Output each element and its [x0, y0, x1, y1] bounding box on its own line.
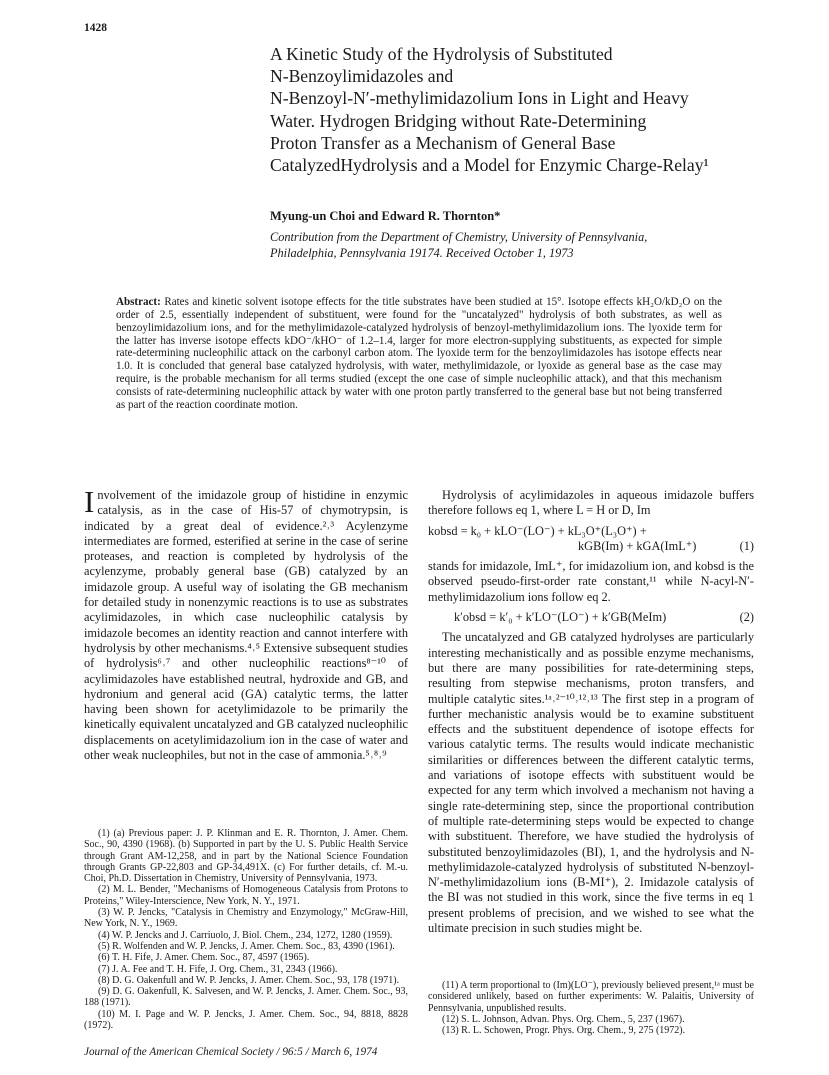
paragraph: Hydrolysis of acylimidazoles in aqueous imidazole buffers therefore follows eq 1, where L = H or D, Im [428, 488, 754, 518]
footnote: (6) T. H. Fife, J. Amer. Chem. Soc., 87, 4597 (1965). [98, 952, 310, 964]
footnote: (11) A term proportional to (Im)(LO⁻), previously believed present,¹ᵃ must be considered unlikely, based on further experiments: W. Palaitis, University of Pennsylvania, unpublished results. [428, 980, 754, 1014]
footnote: (5) R. Wolfenden and W. P. Jencks, J. Amer. Chem. Soc., 83, 4390 (1961). [98, 940, 395, 952]
footnote: (9) D. G. Oakenfull, K. Salvesen, and W. P. Jencks, J. Amer. Chem. Soc., 93, 188 (1971). [84, 986, 408, 1009]
footnote: (13) R. L. Schowen, Progr. Phys. Org. Chem., 9, 275 (1972). [442, 1025, 686, 1037]
left-column-body [84, 484, 408, 763]
drop-cap: I [84, 484, 95, 519]
page-number: 1428 [84, 22, 107, 34]
equation-number: (2) [739, 610, 754, 625]
abstract [116, 296, 722, 412]
article-title [270, 43, 800, 176]
journal-footer: Journal of the American Chemical Society / 96:5 / March 6, 1974 [84, 1046, 378, 1058]
title-line: A Kinetic Study of the Hydrolysis of Substituted [270, 44, 613, 64]
authors: Myung-un Choi and Edward R. Thornton* [270, 209, 501, 223]
equation-1-line-2: kGB(Im) + kGA(ImL⁺) [578, 538, 697, 553]
equation-1 [428, 524, 754, 555]
affiliation-line: Contribution from the Department of Chemistry, University of Pennsylvania, [270, 230, 648, 244]
paragraph: The uncatalyzed and GB catalyzed hydrolyses are particularly interesting mechanistically and as possible enzyme mechanisms, but there are many possibilities for rate-determining steps, resulting from stepwise mechanisms, proton transfers, and multiple catalytic sites.¹ᵃ˒²⁻¹⁰˒¹²˒¹³ The first step in a program of further mechanistic analysis would be to examine substituent effects and the substituent dependence of isotope effects for various catalytic terms. The results would indicate mechanistic similarities or differences between the different catalytic terms, and variations of isotope effects with substituent would be expected for any term which involved a mechanism not having a single rate-determining step, since the proportional contribution of multiple rate-determining steps would be expected to change with substituent. Therefore, we have studied the hydrolysis of substituted benzoylimidazoles (BI), 1, and the hydrolysis and N-methylimidazole-catalyzed hydrolysis of substituted N-benzoyl-N′-methylimidazolium ions (B-MI⁺), 2. Imidazole catalysis of the BI was not studied in this work, since the five terms in eq 1 present problems of precision, and we wished to see what the ultimate precision in such studies might be. [428, 630, 754, 936]
footnote: (1) (a) Previous paper: J. P. Klinman and E. R. Thornton, J. Amer. Chem. Soc., 90, 4390 (1968). (b) Supported in part by the U. S. Public Health Service through Grant AM-12,258, and in part by the National Science Foundation through Grants GP-22,803 and GP-34,491X. (c) For further details, cf. M.-u. Choi, Ph.D. Dissertation in Chemistry, University of Pennsylvania, 1973. [84, 828, 408, 885]
equation-1-line-1: kobsd = k₀ + kLO⁻(LO⁻) + kL₃O⁺(L₃O⁺) + [428, 523, 647, 538]
right-footnotes [428, 980, 754, 1036]
equation-number: (1) [739, 538, 754, 553]
left-footnotes [84, 828, 408, 1031]
footnote: (3) W. P. Jencks, "Catalysis in Chemistry and Enzymology," McGraw-Hill, New York, N. Y., 1969. [84, 907, 408, 930]
equation-2 [428, 610, 754, 625]
title-line: Proton Transfer as a Mechanism of General Base [270, 132, 616, 153]
right-column-body [428, 488, 754, 936]
affiliation-line: Philadelphia, Pennsylvania 19174. Received October 1, 1973 [270, 245, 574, 260]
footnote: (8) D. G. Oakenfull and W. P. Jencks, J. Amer. Chem. Soc., 93, 178 (1971). [98, 974, 400, 986]
intro-paragraph: nvolvement of the imidazole group of histidine in enzymic catalysis, as in the case of His-57 of chymotrypsin, is indicated by a great deal of evidence.²˒³ Acylenzyme intermediates are formed, esterified at serine in the case of serine proteases, and reaction is completed by hydrolysis of the acylenzyme, probably general base (GB) catalyzed by an imidazole group. A useful way of isolating the GB mechanism for detailed study in nonenzymic reactions is to use as substrates acylimidazoles, in which case nucleophilic catalysis by imidazole becomes an identity reaction and cannot interfere with hydrolysis by other mechanisms.⁴˒⁵ Extensive subsequent studies of hydrolysis⁶˒⁷ and other nucleophilic reactions⁸⁻¹⁰ of acylimidazoles have established neutral, hydroxide and GB, and hydronium and general acid (GA) catalytic terms, the latter having been shown for acetylimidazole to be primarily the kinetically equivalent uncatalyzed and GB catalyzed nucleophilic displacements on acetylimidazolium ion in the case of water and other weak nucleophiles, but not in the case of ammonia.⁵˒⁸˒⁹ [84, 488, 408, 763]
equation-2-body: k′obsd = k′₀ + k′LO⁻(LO⁻) + k′GB(MeIm) [454, 610, 667, 625]
title-line: CatalyzedHydrolysis and a Model for Enzymic Charge-Relay¹ [270, 155, 709, 176]
title-line: N-Benzoylimidazoles and [270, 66, 454, 87]
footnote: (10) M. I. Page and W. P. Jencks, J. Amer. Chem. Soc., 94, 8818, 8828 (1972). [84, 1008, 408, 1032]
affiliation [270, 230, 790, 261]
abstract-text: Rates and kinetic solvent isotope effects for the title substrates have been studied at 15°. Isotope effects kH₂O/kD₂O on the order of 2.5, essentially independent of substituent, were found for the "uncatalyzed" hydrolysis of both substrates, as well as benzoylimidazolium ions, and for the methylimidazole-catalyzed hydrolysis of benzoyl-methylimidazolium ions. The lyoxide term for the latter has inverse isotope effects kDO⁻/kHO⁻ of 1.2–1.4, larger for more electron-supplying substituents, as expected for simple rate-determining nucleophilic attack on the carbonyl carbon atom. The lyoxide term for the benzoylimidazoles has isotope effects near 1.0. It is concluded that general base catalyzed hydrolysis, with water, methylimidazole, or lyoxide as general base as the case may require, is the probable mechanism for all terms studied (except the one case of simple nucleophilic attack), and that this mechanism consists of rate-determining nucleophilic attack by water with one proton partly transferred to the general base but not being transferred as part of the reaction coordinate motion. [116, 296, 722, 411]
paragraph: stands for imidazole, ImL⁺, for imidazolium ion, and kobsd is the observed pseudo-first-order rate constant,¹¹ while N-acyl-N′-methylimidazolium ions follow eq 2. [428, 559, 754, 604]
title-line: N-Benzoyl-N′-methylimidazolium Ions in Light and Heavy [270, 88, 689, 109]
abstract-label: Abstract: [116, 296, 161, 308]
footnote: (4) W. P. Jencks and J. Carriuolo, J. Biol. Chem., 234, 1272, 1280 (1959). [98, 929, 393, 941]
footnote: (7) J. A. Fee and T. H. Fife, J. Org. Chem., 31, 2343 (1966). [98, 963, 338, 975]
footnote: (2) M. L. Bender, "Mechanisms of Homogeneous Catalysis from Protons to Proteins," Wiley-Interscience, New York, N. Y., 1971. [84, 884, 408, 907]
title-line: Water. Hydrogen Bridging without Rate-Determining [270, 110, 647, 131]
footnote: (12) S. L. Johnson, Advan. Phys. Org. Chem., 5, 237 (1967). [442, 1013, 685, 1025]
